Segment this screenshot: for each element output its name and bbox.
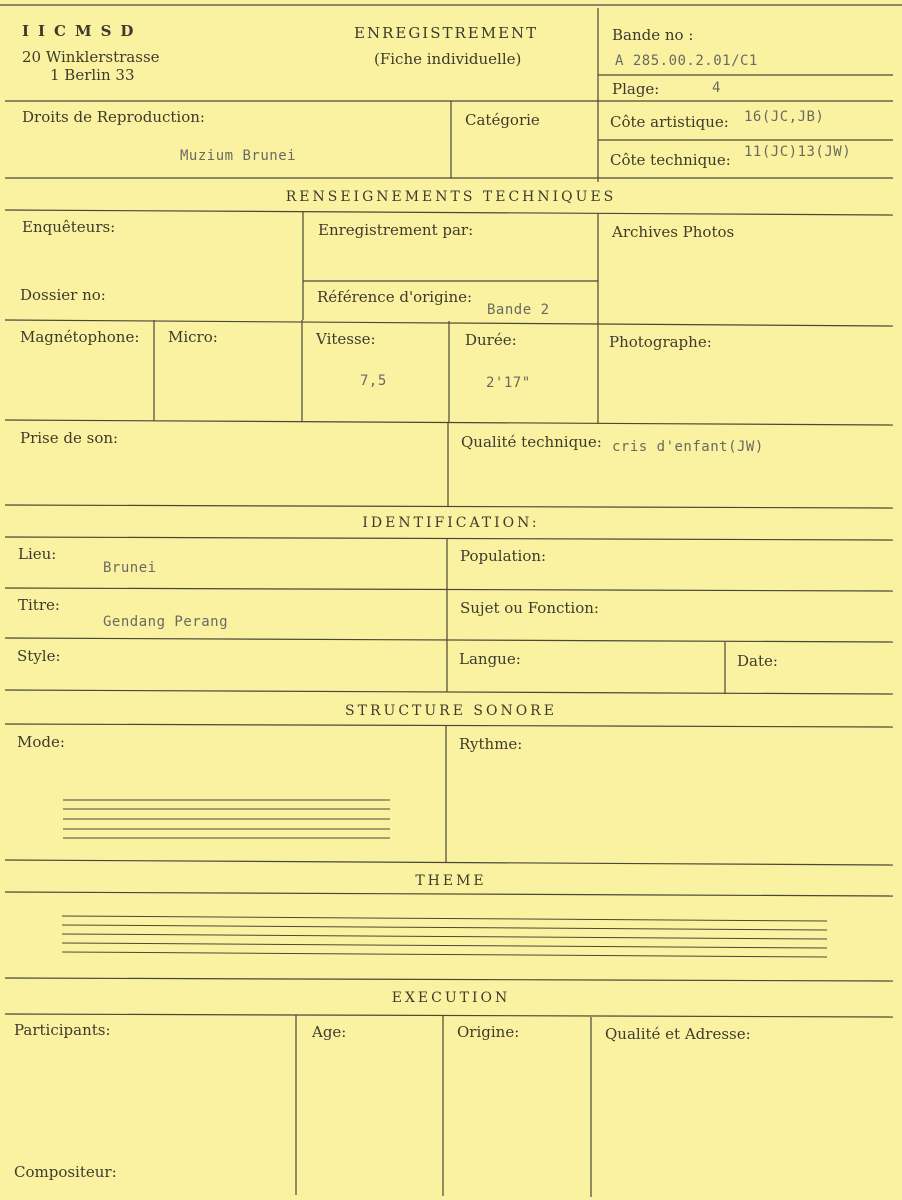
photographe-label: Photographe: (609, 333, 712, 351)
population-label: Population: (460, 547, 547, 565)
droits-label: Droits de Reproduction: (22, 108, 205, 126)
theme-heading: THEME (415, 873, 487, 889)
magnetophone-label: Magnétophone: (20, 328, 140, 346)
dossier-label: Dossier no: (20, 286, 106, 304)
duree-label: Durée: (465, 331, 517, 349)
duree-value: 2'17" (486, 375, 531, 391)
rythme-label: Rythme: (459, 735, 523, 753)
cote-technique-label: Côte technique: (610, 151, 731, 169)
lieu-value: Brunei (103, 560, 157, 576)
droits-value: Muzium Brunei (180, 148, 297, 164)
structure-heading: STRUCTURE SONORE (345, 703, 557, 719)
qualite-adresse-label: Qualité et Adresse: (605, 1025, 751, 1043)
form-title: ENREGISTREMENT (354, 24, 539, 42)
cote-artistique-label: Côte artistique: (610, 113, 729, 131)
micro-label: Micro: (168, 328, 218, 346)
vitesse-label: Vitesse: (316, 330, 376, 348)
plage-label: Plage: (612, 80, 660, 98)
categorie-label: Catégorie (465, 111, 540, 129)
lieu-label: Lieu: (18, 545, 57, 563)
bande-value: A 285.00.2.01/C1 (615, 53, 758, 69)
date-label: Date: (737, 652, 778, 670)
titre-label: Titre: (18, 596, 60, 614)
qualite-technique-value: cris d'enfant(JW) (612, 439, 764, 455)
langue-label: Langue: (459, 650, 521, 668)
institute-street: 20 Winklerstrasse (22, 48, 160, 66)
origine-label: Origine: (457, 1023, 520, 1041)
sujet-label: Sujet ou Fonction: (460, 599, 599, 617)
execution-heading: EXECUTION (391, 990, 511, 1006)
enqueteurs-label: Enquêteurs: (22, 218, 116, 236)
mode-label: Mode: (17, 733, 65, 751)
technical-heading: RENSEIGNEMENTS TECHNIQUES (285, 189, 617, 205)
bande-label: Bande no : (612, 26, 694, 44)
institute-logo: IICMSD (22, 22, 143, 40)
prise-de-son-label: Prise de son: (20, 429, 119, 447)
qualite-technique-label: Qualité technique: (461, 433, 602, 451)
identification-heading: IDENTIFICATION: (362, 515, 540, 531)
reference-value: Bande 2 (487, 302, 550, 318)
form-subtitle: (Fiche individuelle) (374, 50, 522, 68)
plage-value: 4 (712, 80, 721, 96)
participants-label: Participants: (14, 1021, 111, 1039)
style-label: Style: (17, 647, 61, 665)
titre-value: Gendang Perang (103, 614, 229, 630)
cote-artistique-value: 16(JC,JB) (744, 109, 825, 125)
vitesse-value: 7,5 (360, 373, 387, 389)
archives-photos-label: Archives Photos (612, 223, 735, 241)
reference-label: Référence d'origine: (317, 288, 473, 306)
cote-technique-value: 11(JC)13(JW) (744, 144, 852, 160)
enregistrement-par-label: Enregistrement par: (318, 221, 474, 239)
compositeur-label: Compositeur: (14, 1163, 117, 1181)
institute-city: 1 Berlin 33 (50, 66, 135, 84)
age-label: Age: (312, 1023, 347, 1041)
